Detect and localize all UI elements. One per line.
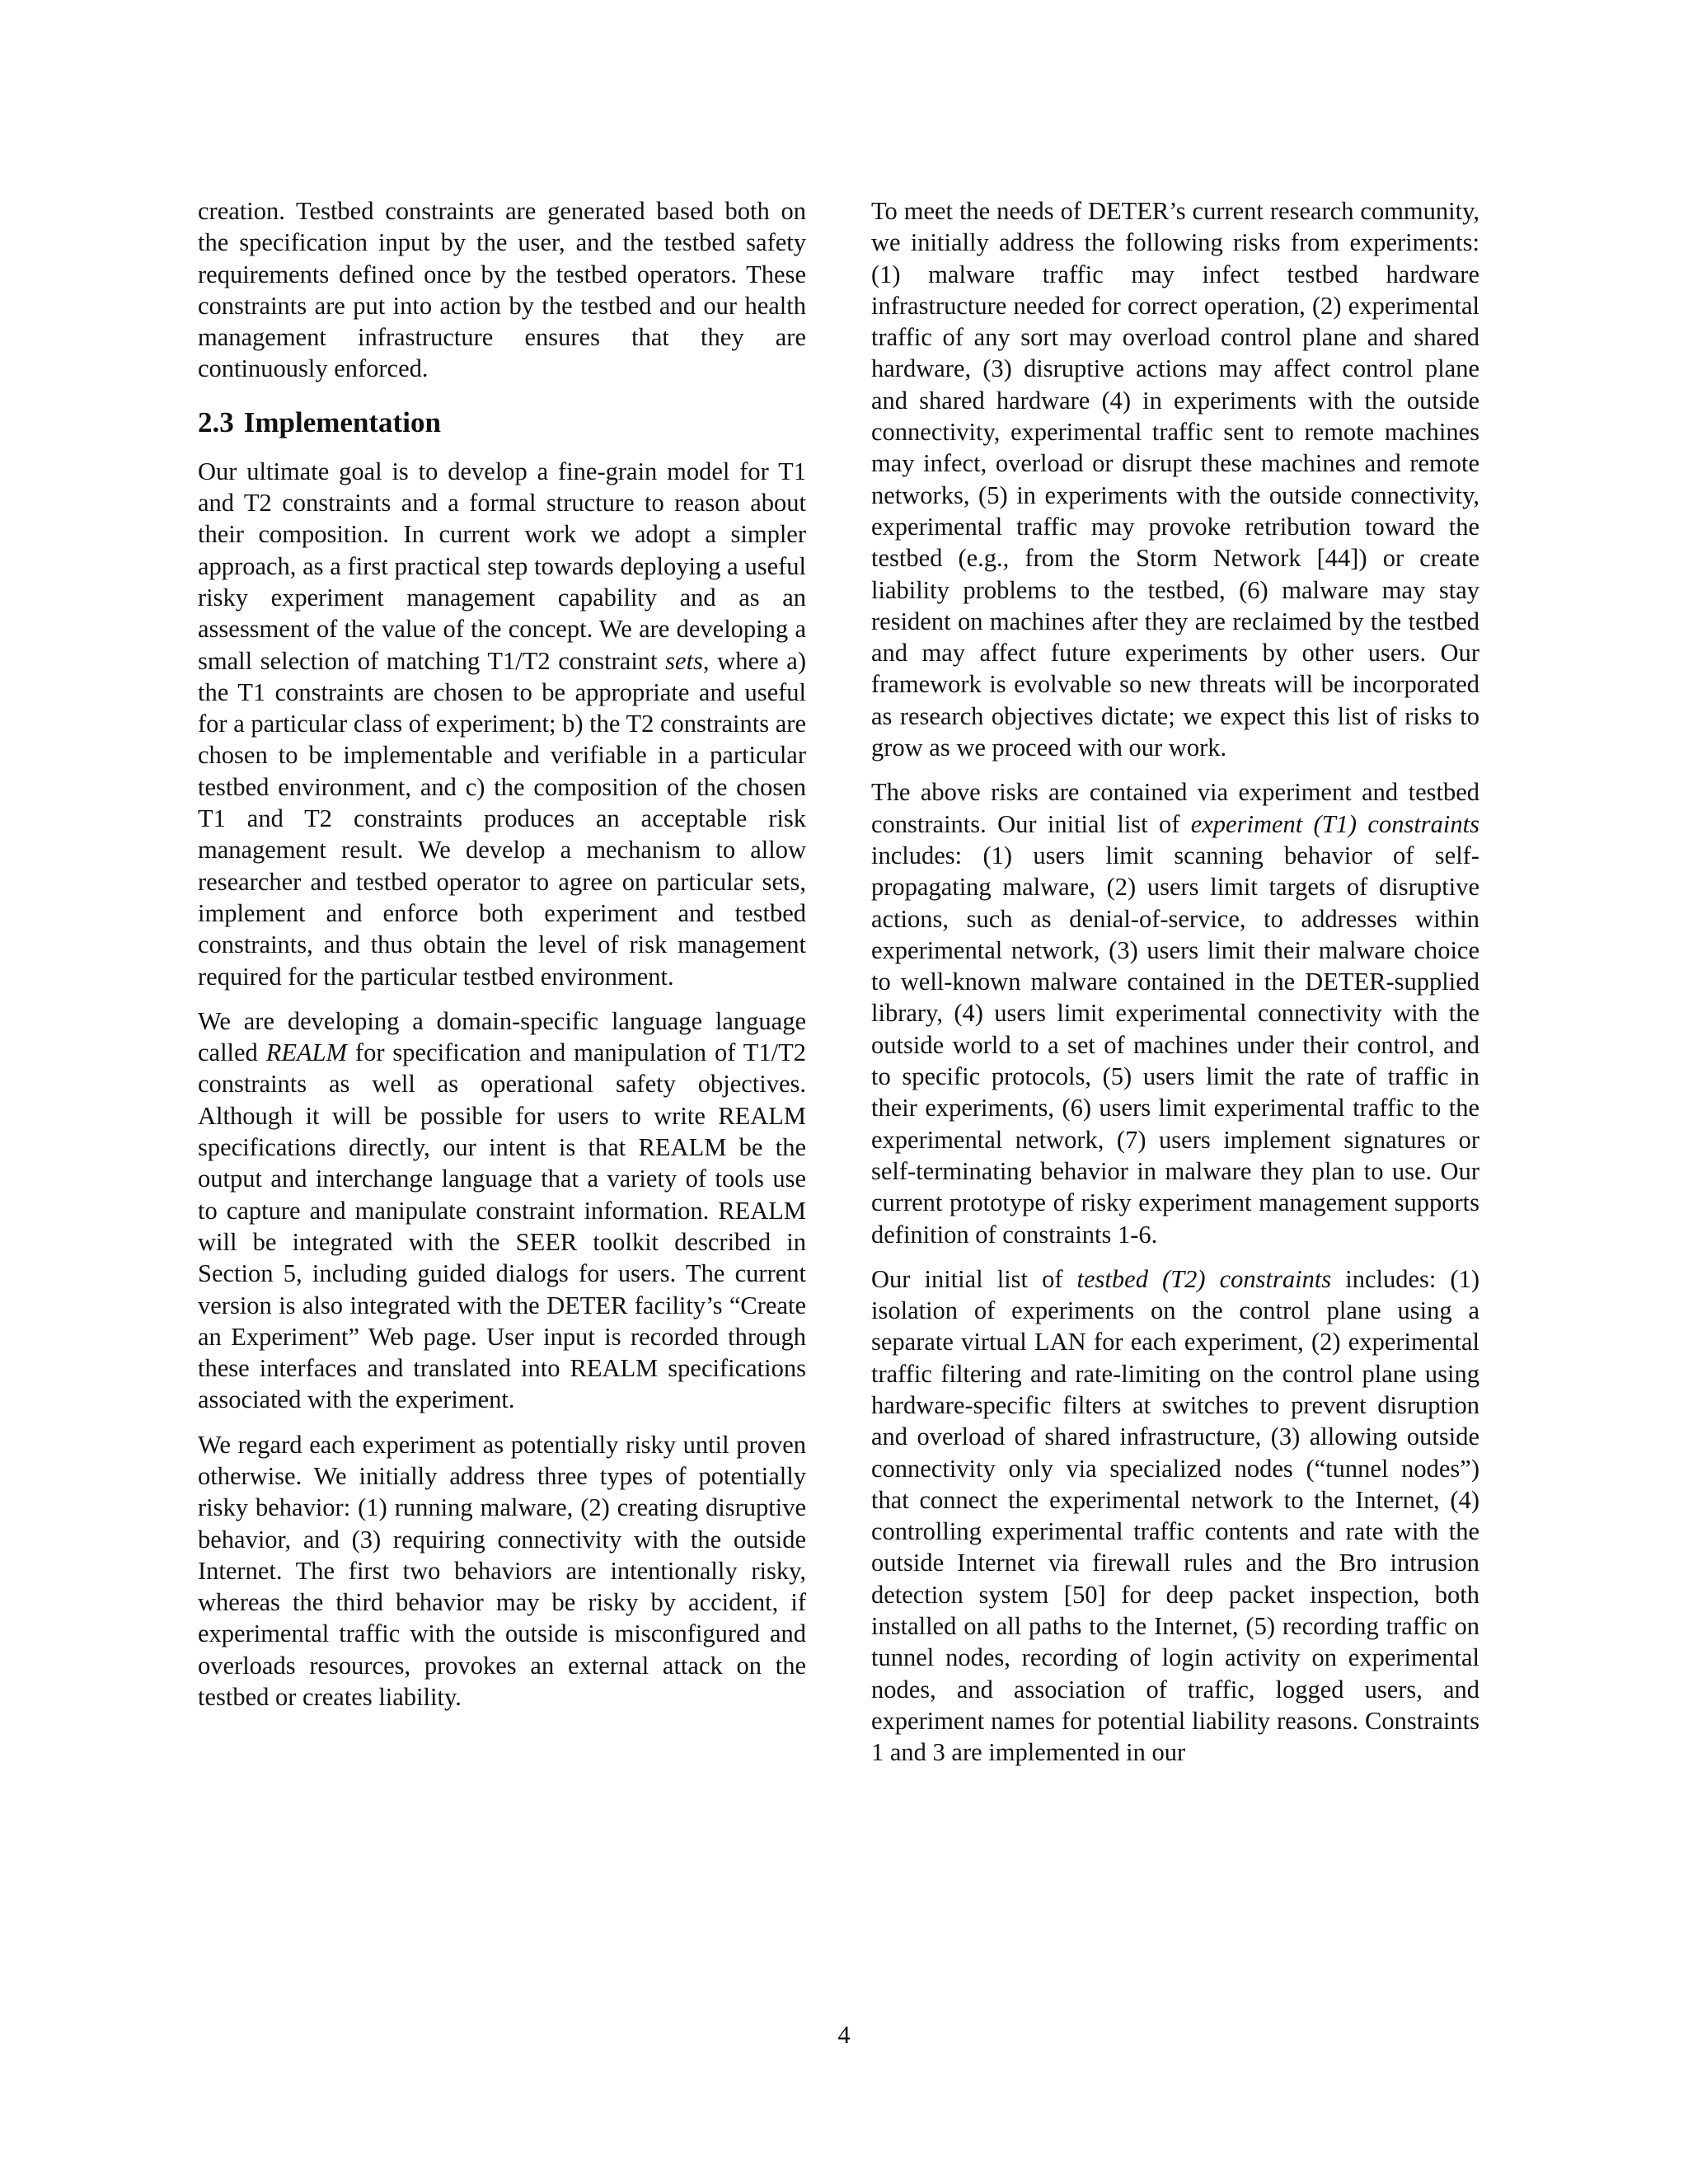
paragraph-deter-risks: To meet the needs of DETER’s current research community, we initially address the following risks from experiments: (1) malware traffic may infect testbed hardware infrastructure needed for correct operation, (2) experimental traffic of any sort may overload control plane and shared hardware, (3) disruptive actions may affect control plane and shared hardware (4) in experiments with the outside connectivity, experimental traffic sent to remote machines may infect, overload or disrupt these machines and remote networks, (5) in experiments with the outside connectivity, experimental traffic may provoke retribution toward the testbed (e.g., from the Storm Network [44]) or create liability problems to the testbed, (6) malware may stay resident on machines after they are reclaimed by the testbed and may affect future experiments by other users. Our framework is evolvable so new threats will be incorporated as research objectives dictate; we expect this list of risks to grow as we proceed with our work. (871, 197, 1479, 762)
section-title: Implementation (243, 405, 441, 438)
right-column (871, 195, 1479, 1782)
emphasis-t2-constraints: testbed (T2) constraints (1076, 1264, 1332, 1293)
left-column (198, 195, 806, 1726)
emphasis-realm: REALM (265, 1038, 347, 1067)
paragraph-realm-language (198, 1005, 806, 1416)
paragraph-risky-behavior: We regard each experiment as potentially risky until proven otherwise. We initially address three types of potentially risky behavior: (1) running malware, (2) creating disruptive behavior, and (3) requiring connectivity with the outside Internet. The first two behaviors are intentionally risky, whereas the third behavior may be risky by accident, if experimental traffic with the outside is misconfigured and overloads resources, provokes an external attack on the testbed or creates liability. (198, 1430, 806, 1712)
text-run: includes: (1) users limit scanning behavior of self-propagating malware, (2) users limit targets of disruptive actions, such as denial-of-service, to addresses within experimental network, (3) users limit their malware choice to well-known malware contained in the DETER-supplied library, (4) users limit experimental connectivity with the outside world to a set of machines under their control, and to specific protocols, (5) users limit the rate of traffic in their experiments, (6) users limit experimental traffic to the experimental network, (7) users implement signatures or self-terminating behavior in malware they plan to use. Our current prototype of risky experiment management supports definition of constraints 1-6. (871, 841, 1479, 1249)
page-number: 4 (837, 2021, 851, 2049)
text-run: The above risks are contained via experiment and testbed constraints. Our initial list of (871, 778, 1479, 838)
paragraph-t2-constraints (871, 1263, 1479, 1769)
emphasis-t1-constraints: experiment (T1) constraints (1190, 809, 1479, 838)
text-run: Our ultimate goal is to develop a fine-grain model for T1 and T2 constraints and a formal structure to reason about their composition. In current work we adopt a simpler approach, as a first practical step towards deploying a useful risky experiment management capability and as an assessment of the value of the concept. We are developing a small selection of matching T1/T2 constraint (198, 457, 806, 675)
paragraph-testbed-constraints: creation. Testbed constraints are generated based both on the specification input by the user, and the testbed safety requirements defined once by the testbed operators. These constraints are put into action by the testbed and our health management infrastructure ensures that they are continuously enforced. (198, 197, 806, 383)
text-run: Our initial list of (871, 1264, 1077, 1293)
emphasis-sets: sets (665, 646, 703, 675)
text-run: , where a) the T1 constraints are chosen to be appropriate and useful for a particular class of experiment; b) the T2 constraints are chosen to be implementable and verifiable in a particular testbed environment, and c) the composition of the chosen T1 and T2 constraints produces an acceptable risk management result. We develop a mechanism to allow researcher and testbed operator to agree on particular sets, implement and enforce both experiment and testbed constraints, and thus obtain the level of risk management required for the particular testbed environment. (198, 646, 807, 991)
text-run: We are developing a domain-specific language language called (198, 1006, 806, 1067)
paragraph-ultimate-goal (198, 456, 806, 992)
section-heading-implementation (198, 405, 806, 441)
section-number: 2.3 (198, 405, 234, 438)
paragraph-t1-constraints (871, 776, 1479, 1249)
text-run: for specification and manipulation of T1/T2 constraints as well as operational safety objectives. Although it will be possible for users to write REALM specifications directly, our intent is that REALM be the output and interchange language that a variety of tools use to capture and manipulate constraint information. REALM will be integrated with the SEER toolkit described in Section 5, including guided dialogs for users. The current version is also integrated with the DETER facility’s “Create an Experiment” Web page. User input is recorded through these interfaces and translated into REALM specifications associated with the experiment. (198, 1038, 806, 1414)
text-run: includes: (1) isolation of experiments on the control plane using a separate virtual LAN for each experiment, (2) experimental traffic filtering and rate-limiting on the control plane using hardware-specific filters at switches to prevent disruption and overload of shared infrastructure, (3) allowing outside connectivity only via specialized nodes (“tunnel nodes”) that connect the experimental network to the Internet, (4) controlling experimental traffic contents and rate with the outside Internet via firewall rules and the Bro intrusion detection system [50] for deep packet inspection, both installed on all paths to the Internet, (5) recording traffic on tunnel nodes, recording of login activity on experimental nodes, and association of traffic, logged users, and experiment names for potential liability reasons. Constraints 1 and 3 are implemented in our (871, 1264, 1479, 1767)
